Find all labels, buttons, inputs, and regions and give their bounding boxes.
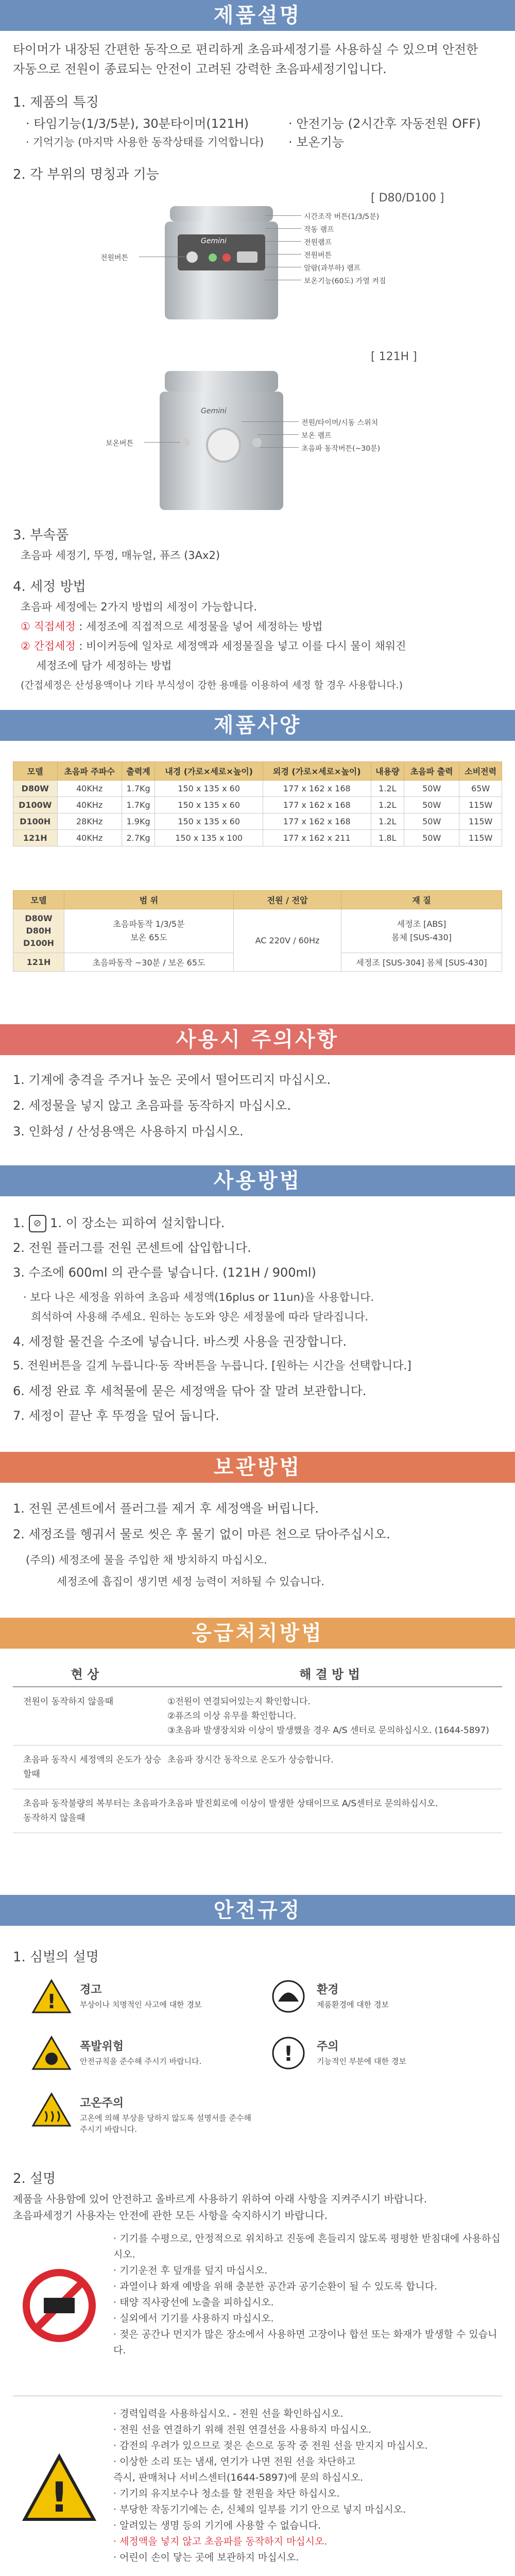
power-button-a bbox=[186, 251, 198, 263]
time-button-a bbox=[237, 251, 258, 263]
callout-a-left: 전원버튼 bbox=[100, 254, 129, 262]
th-outer: 외경 (가로×세로×높이) bbox=[263, 762, 371, 781]
th2-range: 범 위 bbox=[64, 891, 234, 909]
th-output: 초음파 출력 bbox=[404, 762, 459, 781]
usage-3: 3. 수조에 600ml 의 관수를 넣습니다. (121H / 900ml) bbox=[13, 1265, 316, 1280]
svg-text:!: ! bbox=[47, 1990, 56, 2013]
method-line-5: (간접세정은 산성용액이나 기타 부식성이 강한 용매를 이용하여 세정 할 경우 사용합니다.) bbox=[21, 680, 403, 691]
spec-table-2 bbox=[13, 890, 502, 972]
emergency-h1: 현 상 bbox=[71, 1667, 99, 1682]
emergency-table bbox=[13, 1664, 502, 1833]
feature-left-1: · 타임기능(1/3/5분), 30분타이머(121H) bbox=[26, 116, 249, 131]
symbol-name-2: 환경 bbox=[317, 1984, 339, 1996]
banner-product-desc: 제품설명 bbox=[0, 0, 515, 31]
table-row: 초음파 동작시 세정액의 온도가 상승할때 초음파 장시간 동작으로 온도가 상승합니다. bbox=[13, 1745, 502, 1789]
device-a-lid bbox=[170, 206, 273, 222]
intro-line-1: 타이머가 내장된 간편한 동작으로 편리하게 초음파세정기를 사용하실 수 있으며 안전한 bbox=[13, 42, 478, 57]
table-row: D80W D80H D100H 초음파동작 1/3/5분 보온 65도 AC 220V / 60Hz 세정조 [ABS] 몸체 [SUS-430] bbox=[13, 909, 502, 953]
banner-safety: 안전규정 bbox=[0, 1895, 515, 1926]
th-model: 모델 bbox=[13, 762, 58, 781]
symbol-desc-3: 안전규칙을 준수해 주시기 바랍니다. bbox=[80, 2057, 202, 2066]
safety-sub1: 1. 심벌의 설명 bbox=[13, 1950, 99, 1965]
callout-a-2: 전원램프 bbox=[304, 239, 332, 247]
callout-a-0: 시간조작 버튼(1/3/5분) bbox=[304, 213, 380, 221]
warning-triangle-icon bbox=[31, 1978, 72, 2014]
symbol-name-5: 고온주의 bbox=[80, 2097, 124, 2110]
symbol-desc-5: 고온에 의해 부상을 당하지 않도록 설명서를 준수해 주시기 바랍니다. bbox=[80, 2113, 251, 2134]
banner-precautions: 사용시 주의사항 bbox=[0, 1024, 515, 1055]
environment-icon bbox=[268, 1978, 309, 2014]
usage-7: 5. 전원버튼을 길게 누릅니다·동 작버튼을 누릅니다. [원하는 시간을 선택합니다.] bbox=[13, 1360, 411, 1372]
table-row: D100H 28KHz 1.9Kg 150 x 135 x 60 177 x 162 x 168 1.2L 50W 115W bbox=[13, 814, 502, 830]
usage-2: 2. 전원 플러그를 전원 콘센트에 삽입합니다. bbox=[13, 1241, 251, 1255]
symbol-name-3: 폭발위험 bbox=[80, 2040, 124, 2053]
th-freq: 초음파 주파수 bbox=[57, 762, 122, 781]
spec-table-1 bbox=[13, 761, 502, 846]
callout-a-3: 전원버튼 bbox=[304, 251, 332, 260]
usage-9: 7. 세정이 끝난 후 뚜껑을 덮어 둡니다. bbox=[13, 1409, 219, 1423]
precaution-1: 1. 기계에 충격을 주거나 높은 곳에서 떨어뜨리지 마십시오. bbox=[13, 1073, 331, 1087]
th-weight: 출력계 bbox=[122, 762, 155, 781]
th-capacity: 내용량 bbox=[371, 762, 404, 781]
callout-b-2: 초음파 동작버튼(~30분) bbox=[301, 445, 381, 453]
table-row: 초음파 동작불량의 복부터는 초음파가 동작하지 않을때 초음파 발진회로에 이상이 발생한 상태이므로 A/S센터로 문의하십시오. bbox=[13, 1789, 502, 1833]
precaution-3: 3. 인화성 / 산성용액은 사용하지 마십시오. bbox=[13, 1124, 244, 1139]
device-b-brand: Gemini bbox=[201, 407, 227, 415]
usage-1: 1. ⊘ 1. 이 장소는 피하여 설치합니다. bbox=[13, 1214, 225, 1232]
caution-icon bbox=[268, 2035, 309, 2071]
model-label-a: [ D80/D100 ] bbox=[371, 192, 444, 205]
th-power: 소비전력 bbox=[459, 762, 502, 781]
symbol-desc-2: 제품환경에 대한 경보 bbox=[317, 2000, 389, 2009]
table-row: D80W 40KHz 1.7Kg 150 x 135 x 60 177 x 162 x 168 1.2L 50W 65W bbox=[13, 781, 502, 797]
th2-model: 모델 bbox=[13, 891, 64, 909]
hot-surface-icon bbox=[31, 2092, 72, 2128]
accessories-text: 초음파 세정기, 뚜껑, 매뉴얼, 퓨즈 (3Ax2) bbox=[21, 549, 220, 562]
usage-8: 6. 세정 완료 후 세척물에 묻은 세정액을 닦아 잘 말려 보관합니다. bbox=[13, 1384, 367, 1398]
banner-spec: 제품사양 bbox=[0, 710, 515, 741]
table-row: 전원이 동작하지 않을때 ①전원이 연결되어있는지 확인합니다. ②퓨즈의 이상 유무를 확인합니다. ③초음파 발생장치와 이상이 발생했을 경우 A/S 센터로 문의하십시오. (1644-5897) bbox=[13, 1687, 502, 1745]
th2-power: 전원 / 전압 bbox=[234, 891, 341, 909]
storage-3: (주의) 세정조에 물을 주입한 채 방치하지 마십시오. bbox=[26, 1554, 267, 1566]
usage-6: 4. 세정할 물건을 수조에 넣습니다. 바스켓 사용을 권장합니다. bbox=[13, 1334, 347, 1349]
storage-4: 세정조에 흡집이 생기면 세정 능력이 저하될 수 있습니다. bbox=[57, 1575, 324, 1588]
table-row: 121H 초음파동작 ~30분 / 보온 65도 세정조 [SUS-304] 몸체 [SUS-430] bbox=[13, 953, 502, 972]
storage-1: 1. 전원 콘센트에서 플러그를 제거 후 세정액을 버립니다. bbox=[13, 1501, 319, 1516]
emergency-h2: 해 결 방 법 bbox=[299, 1667, 360, 1682]
spec-table-1-header bbox=[13, 762, 502, 781]
usage-4: · 보다 나은 세정을 위하여 초음파 세정액(16plus or 11un)을 사용합니다. bbox=[23, 1291, 374, 1303]
lamp-a-2 bbox=[222, 253, 231, 262]
th2-material: 재 질 bbox=[341, 891, 502, 909]
safety-sub2: 2. 설명 bbox=[13, 2171, 56, 2187]
lamp-a-1 bbox=[209, 253, 217, 262]
table-row: 121H 40KHz 2.7Kg 150 x 135 x 100 177 x 162 x 211 1.8L 50W 115W bbox=[13, 830, 502, 846]
accessories-title: 3. 부속품 bbox=[13, 528, 69, 543]
features-title: 1. 제품의 특징 bbox=[13, 95, 99, 110]
method-line-4: 세정조에 담가 세정하는 방법 bbox=[36, 659, 172, 672]
safety-intro-1: 제품을 사용함에 있어 안전하고 올바르게 사용하기 위하여 아래 사항을 지켜주시기 바랍니다. bbox=[13, 2193, 427, 2205]
banner-usage: 사용방법 bbox=[0, 1165, 515, 1196]
callout-a-5: 보온기능(60도) 가열 켜짐 bbox=[304, 277, 386, 285]
device-b-lid bbox=[165, 371, 278, 392]
feature-right-2: · 보온기능 bbox=[288, 135, 344, 149]
callout-b-0: 전원/타이머/시동 스위치 bbox=[301, 419, 379, 427]
method-line-3: ② 간접세정 : 비이커등에 일차로 세정액과 세정물질을 넣고 이를 다시 물이 채워진 bbox=[21, 640, 406, 652]
device-a-brand: Gemini bbox=[201, 237, 227, 245]
explosion-icon bbox=[31, 2035, 72, 2071]
method-line-2: ① 직접세정 : 세정조에 직접적으로 세정물을 넣어 세정하는 방법 bbox=[21, 620, 323, 633]
prohibition-icon bbox=[21, 2267, 98, 2344]
precaution-2: 2. 세정물을 넣지 않고 초음파를 동작하지 마십시오. bbox=[13, 1098, 291, 1113]
safety-intro-2: 초음파세정기 사용자는 안전에 관한 모든 사항을 숙지하시기 바랍니다. bbox=[13, 2209, 328, 2222]
callout-b-left: 보온버튼 bbox=[106, 439, 134, 448]
ultra-button-b bbox=[252, 438, 262, 447]
safety-block-1: · 기기를 수평으로, 안정적으로 위치하고 진동에 흔들리지 않도록 평평한 받침대에 사용하십시오. · 기기운전 후 덮개를 덮지 마십시오. · 과열이나 화재 예방을 위해 충분한 공간과 공기순환이 될 수 있도록 합니다. · 태양 직사광선에 노출을 피하십시오. · 실외에서 기기를 사용하지 마십시오. · 젖은 공간나 먼지가 많은 장소에서 사용하면 고장이나 합선 또는 화재가 발생할 수 있습니다. bbox=[113, 2233, 501, 2356]
table-row: D100W 40KHz 1.7Kg 150 x 135 x 60 177 x 162 x 168 1.2L 50W 115W bbox=[13, 797, 502, 814]
symbol-name-1: 경고 bbox=[80, 1984, 102, 1996]
no-water-icon: ⊘ bbox=[29, 1215, 46, 1232]
symbol-name-4: 주의 bbox=[317, 2040, 339, 2053]
symbol-desc-4: 기능적인 부분에 대한 경보 bbox=[317, 2057, 406, 2066]
svg-text:!: ! bbox=[49, 2473, 69, 2521]
storage-2: 2. 세정조를 헹궈서 물로 씻은 후 물기 없이 마른 천으로 닦아주십시오. bbox=[13, 1527, 390, 1541]
warm-button-b bbox=[180, 438, 190, 447]
symbol-desc-1: 부상이나 치명적인 사고에 대한 경보 bbox=[80, 2000, 202, 2009]
callout-a-1: 작동 램프 bbox=[304, 226, 334, 234]
callout-b-1: 보온 램프 bbox=[301, 432, 332, 440]
feature-left-2: · 기억기능 (마지막 사용한 동작상태를 기억합니다) bbox=[26, 136, 264, 148]
parts-title: 2. 각 부위의 명칭과 기능 bbox=[13, 167, 159, 182]
th-inner: 내경 (가로×세로×높이) bbox=[155, 762, 263, 781]
callout-a-4: 알람(과부하) 램프 bbox=[304, 264, 361, 273]
intro-line-2: 자동으로 전원이 종료되는 안전이 고려된 강력한 초음파세정기입니다. bbox=[13, 62, 387, 76]
method-line-1: 초음파 세정에는 2가지 방법의 세정이 가능합니다. bbox=[21, 601, 258, 613]
safety-block-2: · 경력입력을 사용하십시오. - 전원 선을 확인하십시오. · 전원 선을 연결하기 위해 전원 연결선을 사용하지 마십시오. · 감전의 우려가 있으므로 젖은 손으로 동작 중 전원 선을 만지지 마십시오. · 이상한 소리 또는 냄새, 연기가 나면 전원 선을 차단하고 즉시, 판매처나 서비스센터(1644-5897)에 문의 하십시오. · 기기의 유지보수나 청소를 할 전원을 차단 하십시오. · 부당한 작동기기에는 손, 신체의 일부를 기기 안으로 넣지 마십시오. · 알려있는 생명 등의 기기에 사용할 수 없습니다. · 세정액을 넣지 않고 초음파를 동작하지 마십시오. · 어린이 손이 닿는 곳에 보관하지 마십시오. bbox=[113, 2408, 428, 2563]
usage-5: 희석하여 사용해 주세요. 원하는 농도와 양은 세정물에 따라 달라집니다. bbox=[31, 1311, 369, 1323]
model-label-b: [ 121H ] bbox=[371, 350, 417, 363]
svg-text:!: ! bbox=[283, 2042, 294, 2066]
device-b-knob bbox=[206, 428, 241, 463]
banner-storage: 보관방법 bbox=[0, 1452, 515, 1483]
spec-table-2-header bbox=[13, 891, 502, 909]
banner-emergency: 응급처치방법 bbox=[0, 1618, 515, 1649]
warning-big-icon bbox=[21, 2452, 98, 2524]
method-title: 4. 세정 방법 bbox=[13, 579, 86, 595]
feature-right-1: · 안전기능 (2시간후 자동전원 OFF) bbox=[288, 116, 481, 131]
